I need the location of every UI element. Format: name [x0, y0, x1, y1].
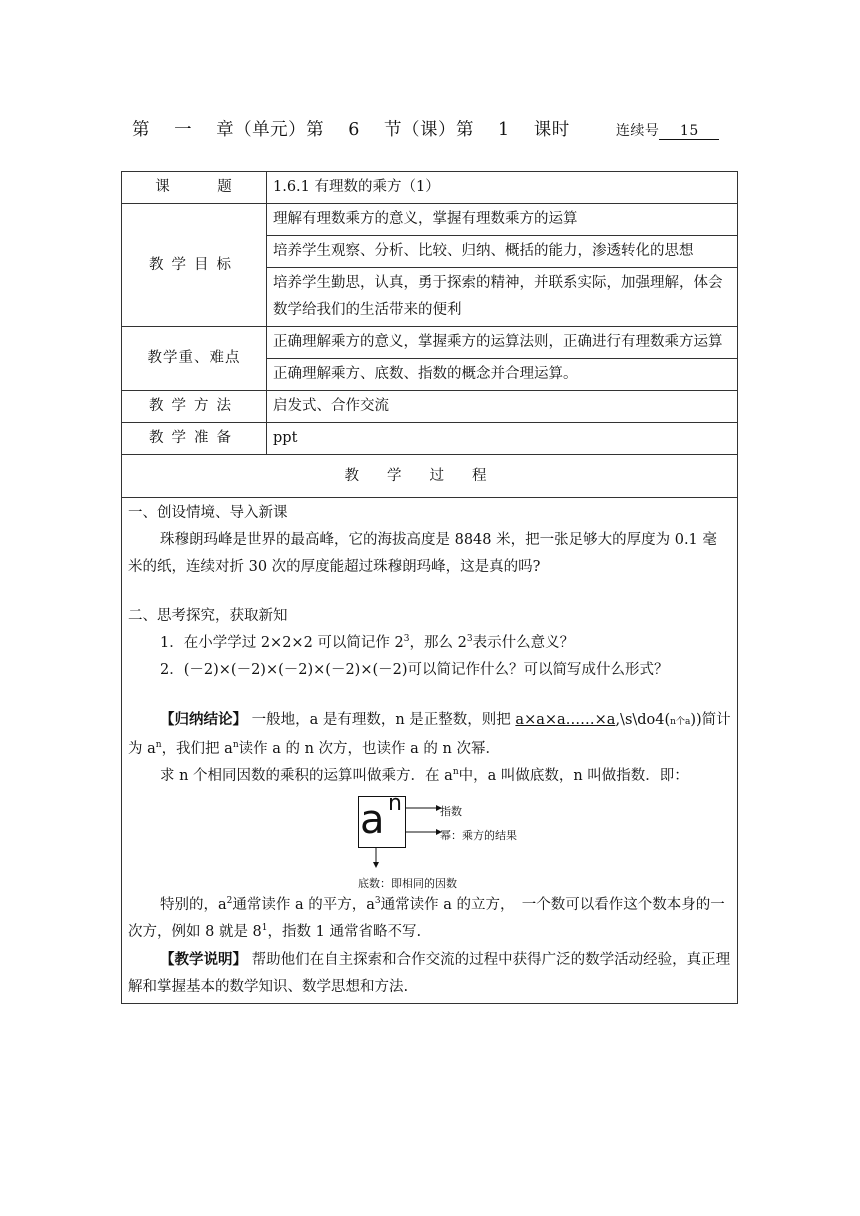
preparation-label: 教学准备 [122, 423, 267, 455]
power-diagram [358, 791, 618, 892]
process-body [122, 498, 738, 1004]
key-points-row [122, 327, 738, 359]
label-power: 幂：乘方的结果 [440, 829, 517, 842]
section-1-body: 珠穆朗玛峰是世界的最高峰，它的海拔高度是 8848 米，把一张足够大的厚度为 0.1 毫米的纸，连续对折 30 次的厚度能超过珠穆朗玛峰，这是真的吗? [128, 532, 717, 575]
definition-paragraph: 求 n 个相同因数的乘积的运算叫做乘方．在 $a^n$中，a 叫做底数，n 叫做指数．即： [160, 767, 689, 784]
topic-row [122, 172, 738, 204]
label-base: 底数：即相同的因数 [358, 877, 457, 890]
preparation-row [122, 423, 738, 455]
method-row [122, 391, 738, 423]
conclusion-label: 【归纳结论】 [160, 711, 247, 728]
topic-label: 课 题 [122, 172, 267, 204]
special-paragraph: 特别的，$a^2$通常读作 a 的平方，$a^3$通常读作 a 的立方， 一个数可以看作这个数本身的一次方，例如 8 就是 $8^1$，指数 1 通常省略不写. [128, 896, 725, 940]
base-arrow-head [373, 862, 379, 868]
preparation-value: ppt [267, 423, 738, 455]
lesson-plan-table [121, 171, 738, 1004]
objective-item: 培养学生勤思，认真，勇于探索的精神，并联系实际，加强理解，体会数学给我们的生活带来的便利 [267, 268, 738, 327]
key-points-label: 教学重、难点 [122, 327, 267, 391]
question-1: 1．在小学学过 2×2×2 可以简记作 $2^3$，那么 $2^3$表示什么意义？ [160, 634, 575, 651]
serial-label: 连续号 [615, 123, 660, 139]
chapter-suffix: 章（单元）第 [216, 120, 325, 140]
method-label: 教学方法 [122, 391, 267, 423]
section-1-title: 一、创设情境、导入新课 [128, 505, 288, 521]
section-2-title: 二、思考探究，获取新知 [128, 608, 288, 624]
teaching-note: 【教学说明】 帮助他们在自主探索和合作交流的过程中获得广泛的数学活动经验，真正理解和掌握基本的数学知识、数学思想和方法. [128, 951, 731, 995]
objective-item: 培养学生观察、分析、比较、归纳、概括的能力，渗透转化的思想 [267, 236, 738, 268]
key-point-item: 正确理解乘方、底数、指数的概念并合理运算。 [267, 359, 738, 391]
topic-value: 1.6.1 有理数的乘方（1） [267, 172, 738, 204]
objective-item: 理解有理数乘方的意义，掌握有理数乘方的运算 [267, 204, 738, 236]
method-value: 启发式、合作交流 [267, 391, 738, 423]
section-number: 6 [348, 120, 360, 140]
section-suffix: 节（课）第 [383, 120, 474, 140]
chapter-number: 一 [174, 120, 193, 140]
process-title: 教学过程 [122, 455, 738, 498]
objective-row [122, 204, 738, 236]
process-body-row [122, 498, 738, 1004]
label-exponent: 指数 [440, 805, 462, 818]
period-suffix: 课时 [533, 120, 570, 140]
objectives-label: 教学目标 [122, 204, 267, 327]
serial-number: 15 [659, 123, 719, 140]
question-2: 2．(－2)×(－2)×(－2)×(－2)×(－2)可以简记作什么？可以简写成什么形式？ [160, 662, 669, 678]
note-label: 【教学说明】 [160, 951, 247, 968]
period-number: 1 [498, 120, 510, 140]
conclusion-paragraph: 【归纳结论】 一般地，a 是有理数，n 是正整数，则把 a×a×a……×a,\s\do4(n个a))简计为 $a^n$，我们把 $a^n$读作 a 的 n 次方，也读作 a 的 n 次幂． [128, 711, 731, 757]
process-title-row [122, 455, 738, 498]
diagram-exponent: n [388, 791, 402, 816]
chapter-prefix: 第 [132, 120, 150, 140]
lesson-header [132, 116, 719, 141]
key-point-item: 正确理解乘方的意义，掌握乘方的运算法则，正确进行有理数乘方运算 [267, 327, 738, 359]
diagram-base: a [360, 797, 385, 843]
